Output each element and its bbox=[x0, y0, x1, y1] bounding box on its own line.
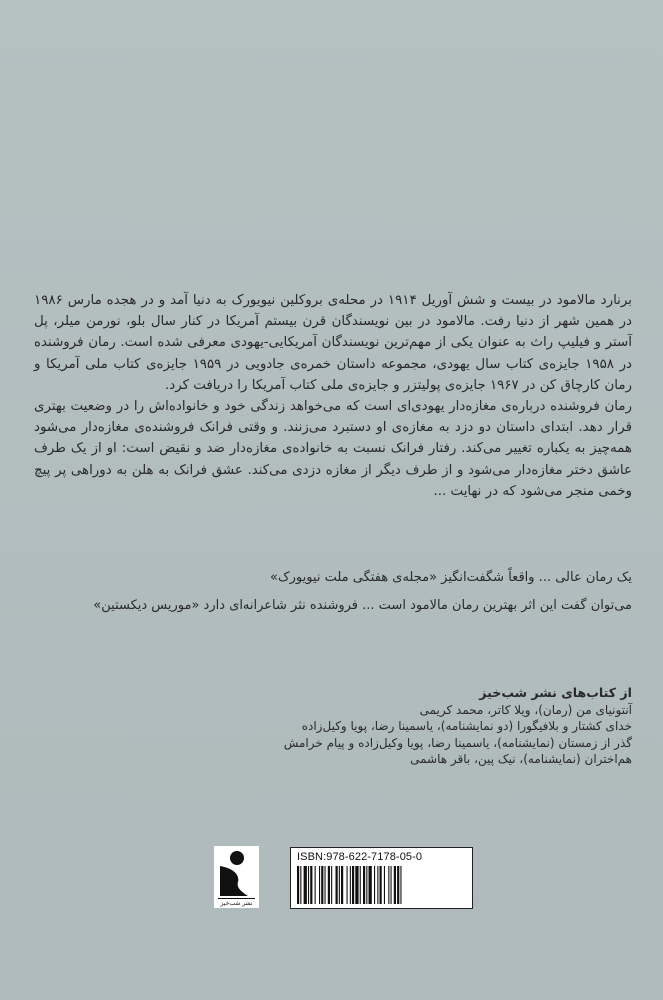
book-item: گذر از زمستان (نمایشنامه)، یاسمینا رضا، پویا وکیل‌زاده و پیام خرامش bbox=[283, 735, 632, 750]
bio-paragraph: رمان فروشنده درباره‌ی مغازه‌دار یهودی‌ای است که می‌خواهد زندگی خود و خانواده‌اش را در وضعیت بهتری قرار دهد. ابتدای داستان دو دزد به مغازه‌ی او دستبرد می‌زنند. و وقتی فرانک فروشنده‌ی مغازه‌دار می‌شود همه‌چیز به یکباره تغییر می‌کند. رفتار فرانک نسبت به خانواده‌ی مغازه‌دار ضد و نقیض است: او از یک طرف عاشق دختر مغازه‌دار می‌شود و از طرف دیگر از مغازه دزدی می‌کند. عشق فرانک به هلن به دوراهی پر پیچ وخمی منجر می‌شود که در نهایت ... bbox=[34, 399, 632, 499]
publisher-logo bbox=[214, 846, 259, 908]
review-quotes bbox=[34, 567, 632, 623]
book-item: هم‌اختران (نمایشنامه)، نیک پین، باقر هاشمی bbox=[410, 752, 632, 767]
bio-paragraph: برنارد مالامود در بیست و شش آوریل ۱۹۱۴ در محله‌ی بروکلین نیویورک به دنیا آمد و در هجده مارس ۱۹۸۶ در همین شهر از دنیا رفت. مالامود در بین نویسندگان قرن بیستم آمریکا در کنار سال بلو، نورمن میلر، پل آستر و فیلیپ راث به عنوان یکی از مهم‌ترین نویسندگان آمریکایی-یهودی معرفی شده است. رمان فروشنده در ۱۹۵۸ جایزه‌ی کتاب سال یهودی، مجموعه داستان خمره‌ی جادویی در ۱۹۵۹ جایزه‌ی کتاب ملی آمریکا و رمان کارچاق کن در ۱۹۶۷ جایزه‌ی پولیتزر و جایزه‌ی ملی کتاب آمریکا را دریافت کرد. bbox=[34, 293, 632, 393]
book-item: آنتونیای من (رمان)، ویلا کاتر، محمد کریمی bbox=[419, 702, 632, 717]
book-item: خدای کشتار و بلافیگورا (دو نمایشنامه)، یاسمینا رضا، پویا وکیل‌زاده bbox=[301, 719, 632, 734]
author-bio bbox=[34, 290, 632, 502]
review-quote: یک رمان عالی ... واقعاً شگفت‌انگیز «مجله‌ی هفتگی ملت نیویورک» bbox=[270, 570, 632, 585]
publisher-books-list bbox=[160, 685, 632, 768]
publisher-logo-text: نشر شب‌خیز bbox=[220, 900, 253, 907]
review-quote: می‌توان گفت این اثر بهترین رمان مالامود است ... فروشنده نثر شاعرانه‌ای دارد «موریس دیکستین» bbox=[93, 598, 632, 613]
isbn-number: ISBN:978-622-7178-05-0 bbox=[297, 851, 423, 863]
barcode-icon bbox=[297, 866, 466, 904]
books-heading: از کتاب‌های نشر شب‌خیز bbox=[479, 685, 632, 700]
isbn-barcode bbox=[290, 847, 473, 909]
publisher-logo-icon bbox=[214, 846, 259, 908]
